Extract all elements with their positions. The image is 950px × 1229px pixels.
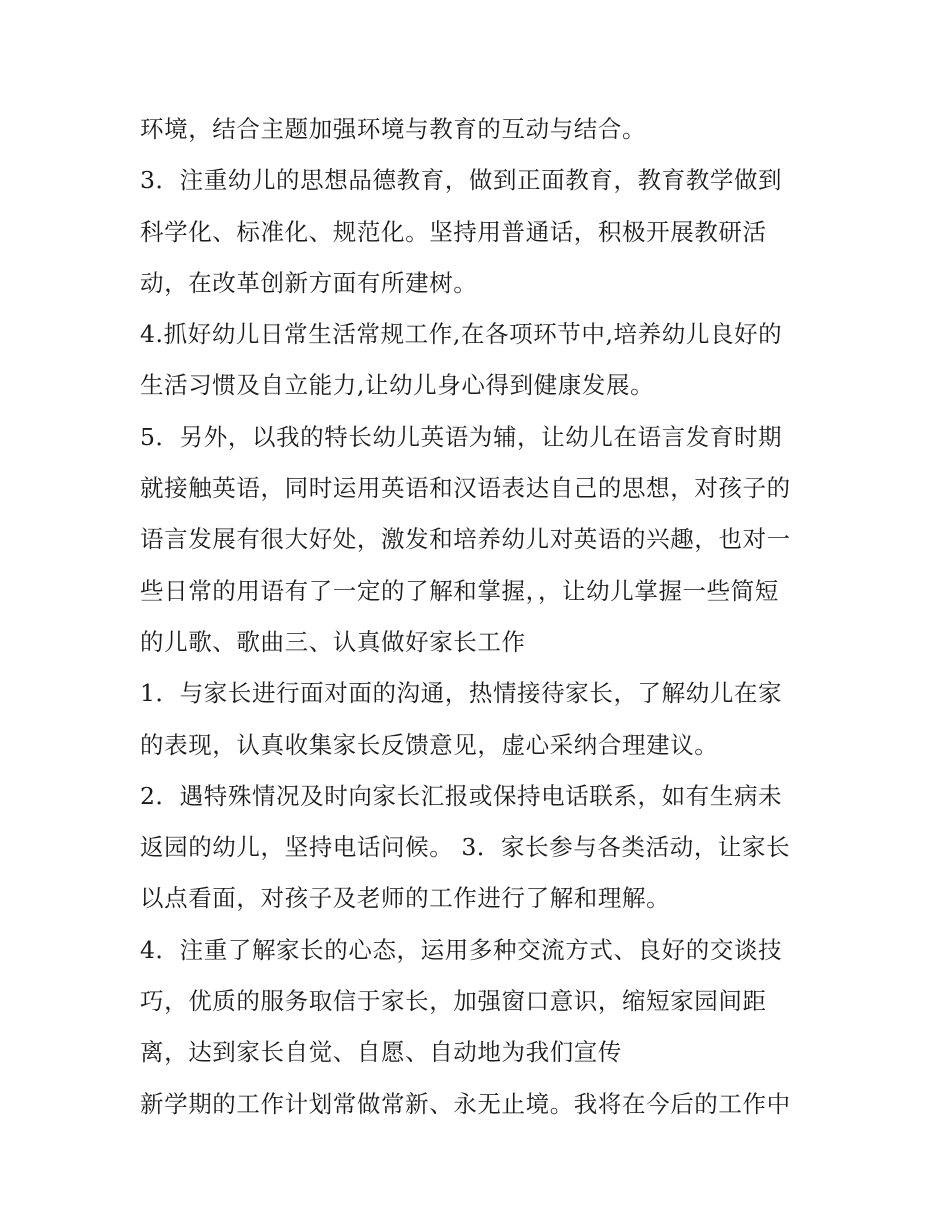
text-line: 5．另外，以我的特长幼儿英语为辅，让幼儿在语言发育时期 <box>140 422 783 451</box>
text-line: 3．注重幼儿的思想品德教育，做到正面教育，教育教学做到 <box>140 166 783 195</box>
text-line: 2．遇特殊情况及时向家长汇报或保持电话联系，如有生病未 <box>140 781 783 810</box>
text-line: 返园的幼儿，坚持电话问候。 3．家长参与各类活动，让家长 <box>140 833 791 862</box>
text-line: 新学期的工作计划常做常新、永无止境。我将在今后的工作中 <box>140 1089 791 1118</box>
text-line: 科学化、标准化、规范化。坚持用普通话，积极开展教研活 <box>140 217 767 246</box>
text-line: 环境，结合主题加强环境与教育的互动与结合。 <box>140 115 647 143</box>
text-line: 些日常的用语有了一定的了解和掌握，，让幼儿掌握一些简短 <box>140 576 779 605</box>
text-line: 4．注重了解家长的心态，运用多种交流方式、良好的交谈技 <box>140 935 783 964</box>
text-line: 离，达到家长自觉、自愿、自动地为我们宣传 <box>140 1038 622 1067</box>
text-line: 1．与家长进行面对面的沟通，热情接待家长，了解幼儿在家 <box>140 679 783 708</box>
text-line: 动，在改革创新方面有所建树。 <box>140 268 478 297</box>
text-line: 生活习惯及自立能力,让幼儿身心得到健康发展。 <box>140 371 655 400</box>
text-line: 语言发展有很大好处，激发和培养幼儿对英语的兴趣，也对一 <box>140 525 791 554</box>
text-line: 巧，优质的服务取信于家长，加强窗口意识，缩短家园间距 <box>140 987 767 1016</box>
text-line: 的儿歌、歌曲三、认真做好家长工作 <box>140 627 526 656</box>
text-line: 4.抓好幼儿日常生活常规工作,在各项环节中,培养幼儿良好的 <box>140 320 783 349</box>
text-line: 就接触英语，同时运用英语和汉语表达自己的思想，对孩子的 <box>140 474 791 503</box>
body-text <box>140 104 820 1130</box>
text-line: 的表现，认真收集家长反馈意见，虚心采纳合理建议。 <box>140 730 719 759</box>
text-line: 以点看面，对孩子及老师的工作进行了解和理解。 <box>140 884 671 913</box>
